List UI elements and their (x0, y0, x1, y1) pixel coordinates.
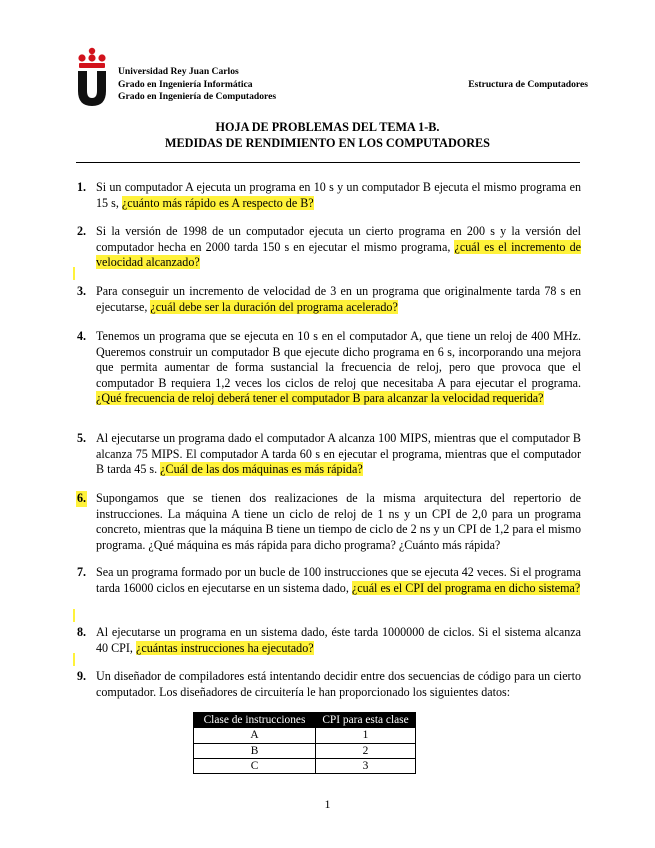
table-row (194, 728, 416, 743)
table-header-row (194, 713, 416, 728)
problem-8 (77, 625, 581, 656)
problem-text: Si la versión de 1998 de un computador ejecuta un cierto programa en 200 s y la versión del computador hecha en 2000 tarda 150 s en ejecutar el mismo programa, (96, 224, 581, 254)
highlight-mark (73, 267, 75, 280)
problem-number: 9. (77, 669, 87, 683)
document-title (0, 120, 655, 151)
problem-highlight: ¿cuánto más rápido es A respecto de B? (121, 195, 314, 210)
problem-highlight: ¿cuál debe ser la duración del programa acelerado? (150, 299, 398, 314)
problem-text: Para conseguir un incremento de velocidad de 3 en un programa que originalmente tarda 78 s en ejecutarse, (96, 284, 581, 314)
problem-highlight: ¿cuál es el CPI del programa en dicho sistema? (351, 580, 581, 595)
problem-number: 2. (77, 224, 87, 238)
cpi-table (193, 712, 416, 774)
table-header-cpi: CPI para esta clase (316, 713, 416, 728)
title-line-1: HOJA DE PROBLEMAS DEL TEMA 1-B. (215, 120, 440, 134)
problem-text: Un diseñador de compiladores está intentando decidir entre dos secuencias de código para un cierto computador. Los diseñadores de circuitería le han proporcionado los siguientes datos: (96, 669, 581, 699)
page-number: 1 (324, 797, 331, 811)
highlight-mark (73, 609, 75, 622)
table-header-class: Clase de instrucciones (194, 713, 316, 728)
problem-number: 3. (77, 284, 87, 298)
problem-text: Supongamos que se tienen dos realizaciones de la misma arquitectura del repertorio de instrucciones. La máquina A tiene un ciclo de reloj de 1 ns y un CPI de 2,0 para un programa concreto, mientras que la máquina B tiene un tiempo de ciclo de 2 ns y un CPI de 1,2 para el mismo programa. ¿Qué máquina es más rápida para dicho programa? ¿Cuánto más rápida? (96, 491, 581, 552)
course-name: Estructura de Computadores (468, 79, 588, 90)
problem-text: Sea un programa formado por un bucle de 100 instrucciones que se ejecuta 42 veces. Si el programa tarda 16000 ciclos en ejecutarse en un sistema dado, (96, 565, 581, 595)
problem-number: 4. (77, 329, 87, 343)
problem-7 (77, 565, 581, 596)
table-cell-cpi: 2 (316, 743, 416, 758)
problem-text: Tenemos un programa que se ejecuta en 10 s en el computador A, que tiene un reloj de 400 MHz. Queremos construir un computador B que ejecute dicho programa en 6 s, incorporando una mejora que permita aumentar de forma sustancial la frecuencia de reloj, pero que provoca que el computador B requiera 1,2 veces los ciclos de reloj que necesitaba A para ejecutar el programa. (96, 329, 581, 390)
problem-number: 6. (77, 491, 87, 505)
highlight-mark (73, 653, 75, 666)
degree-informatica: Grado en Ingeniería Informática (118, 78, 253, 90)
problem-text: Al ejecutarse un programa dado el computador A alcanza 100 MIPS, mientras que el computador B alcanza 75 MIPS. El computador A tarda 60 s en ejecutar el programa, mientras que el computador B tarda 45 s. (96, 431, 581, 477)
problem-text: Si un computador A ejecuta un programa en 10 s y un computador B ejecuta el mismo programa en 15 s, (96, 180, 581, 210)
institution-block (118, 66, 276, 104)
problem-9 (77, 669, 581, 700)
problem-2 (77, 224, 581, 271)
problem-highlight: ¿Cuál de las dos máquinas es más rápida? (160, 462, 363, 477)
problem-3 (77, 284, 581, 315)
table-cell-cpi: 3 (316, 758, 416, 773)
institution-name: Universidad Rey Juan Carlos (118, 66, 239, 77)
table-row (194, 758, 416, 773)
problem-6 (77, 491, 581, 553)
problem-highlight: ¿cuál es el incremento de velocidad alcanzado? (96, 239, 581, 270)
table-cell-class: A (194, 728, 316, 743)
problem-1 (77, 180, 581, 211)
problem-highlight: ¿cuántas instrucciones ha ejecutado? (136, 640, 314, 655)
problem-text: Al ejecutarse un programa en un sistema dado, éste tarda 1000000 de ciclos. Si el sistema alcanza 40 CPI, (96, 625, 581, 655)
table-cell-class: C (194, 758, 316, 773)
title-divider (76, 162, 580, 163)
table-cell-class: B (194, 743, 316, 758)
degree-computadores: Grado en Ingeniería de Computadores (118, 91, 277, 102)
title-line-2: MEDIDAS DE RENDIMIENTO EN LOS COMPUTADORES (165, 135, 490, 150)
problem-4 (77, 329, 581, 407)
problem-number: 5. (77, 431, 87, 445)
university-logo (76, 47, 108, 107)
problem-number: 7. (77, 565, 87, 579)
problem-number: 8. (77, 625, 87, 639)
table-row (194, 743, 416, 758)
problem-highlight: ¿Qué frecuencia de reloj deberá tener el computador B para alcanzar la velocidad requerida? (96, 391, 544, 406)
table-cell-cpi: 1 (316, 728, 416, 743)
problem-number: 1. (77, 180, 87, 194)
problem-5 (77, 431, 581, 478)
